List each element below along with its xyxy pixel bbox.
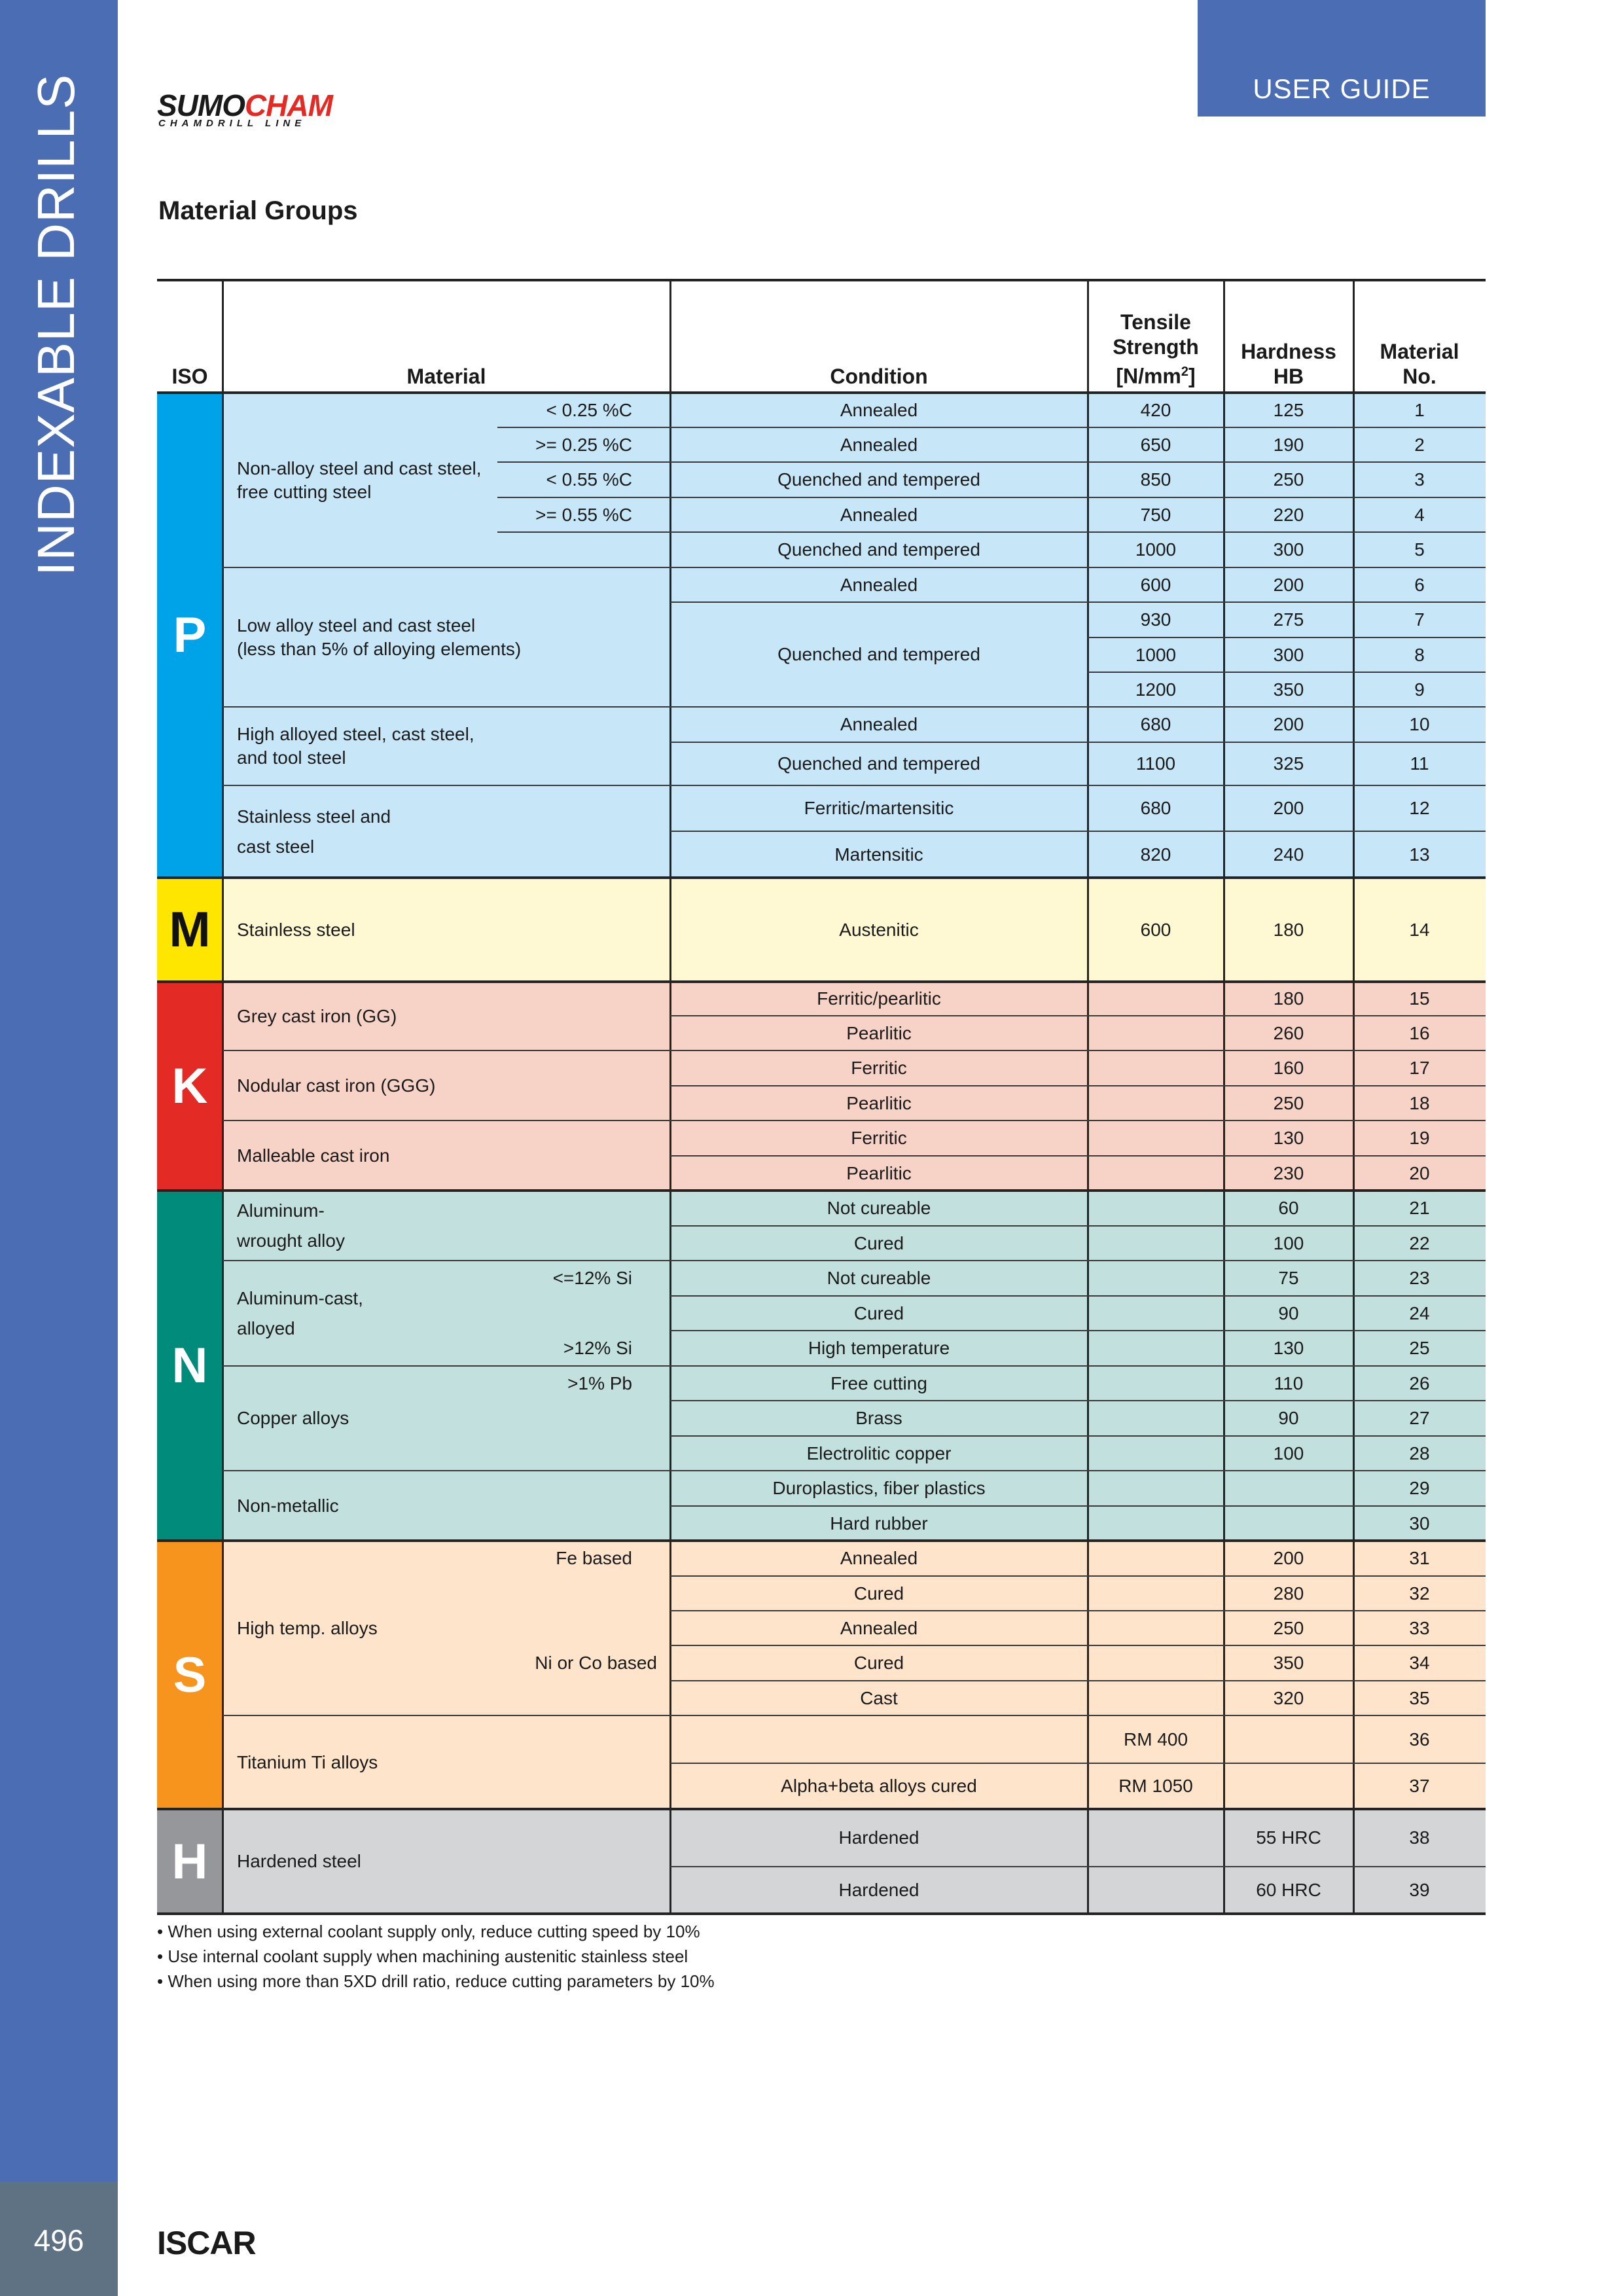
tensile-cell: 600 — [1140, 574, 1171, 595]
tensile-cell — [1088, 1296, 1224, 1331]
material-no-cell: 8 — [1414, 644, 1425, 665]
material-no-cell: 31 — [1409, 1548, 1430, 1568]
material-name-line2: (less than 5% of alloying elements) — [237, 638, 522, 659]
row-rule — [670, 1645, 1486, 1646]
header-material-no — [1353, 280, 1486, 393]
hardness-cell — [1224, 1715, 1353, 1763]
material-no-cell: 20 — [1409, 1162, 1430, 1183]
row-rule — [223, 706, 1486, 708]
tensile-cell: 1100 — [1135, 753, 1176, 774]
sub-material-label: >= 0.25 %C — [535, 434, 632, 455]
header-condition: Condition — [830, 365, 928, 388]
material-no-cell: 37 — [1409, 1776, 1430, 1796]
hardness-cell: 200 — [1273, 714, 1304, 734]
hardness-cell: 350 — [1273, 679, 1304, 700]
iso-group-p: P — [157, 393, 223, 878]
header-material-no-line: Material — [1380, 340, 1459, 363]
condition-cell: Quenched and tempered — [777, 539, 980, 560]
material-no-cell: 10 — [1409, 714, 1430, 734]
notes-list — [157, 1919, 715, 1994]
material-no-cell: 6 — [1414, 574, 1425, 595]
material-no-cell: 4 — [1414, 504, 1425, 525]
material-name: Copper alloys — [237, 1408, 349, 1428]
tensile-cell: 750 — [1140, 504, 1171, 525]
tensile-cell: 1000 — [1135, 644, 1177, 665]
hardness-cell: 350 — [1273, 1653, 1304, 1673]
group-rule — [157, 980, 1486, 983]
condition-cell: Brass — [855, 1408, 902, 1428]
hardness-cell: 200 — [1273, 574, 1304, 595]
material-no-cell: 14 — [1409, 919, 1430, 940]
iso-group-h: H — [157, 1809, 223, 1914]
material-no-cell: 21 — [1409, 1198, 1430, 1218]
hardness-cell: 190 — [1273, 434, 1304, 455]
condition-cell: Annealed — [840, 574, 918, 595]
material-no-cell: 35 — [1409, 1687, 1430, 1708]
row-rule — [670, 1575, 1486, 1577]
condition-cell: Not cureable — [827, 1268, 931, 1288]
condition-cell: Cured — [853, 1583, 904, 1604]
hardness-cell: 240 — [1273, 844, 1304, 865]
row-rule — [670, 1295, 1486, 1297]
condition-cell: Pearlitic — [846, 1022, 912, 1043]
hardness-cell — [1224, 1471, 1353, 1506]
material-no-cell: 2 — [1414, 434, 1425, 455]
material-name-line2: alloyed — [237, 1318, 295, 1338]
hardness-cell: 100 — [1273, 1443, 1304, 1463]
page-number: 496 — [33, 2223, 84, 2257]
iscar-logo: ISCAR — [157, 2225, 256, 2261]
hardness-cell: 90 — [1278, 1302, 1299, 1323]
iso-group-k: K — [157, 982, 223, 1191]
hardness-cell: 250 — [1273, 1092, 1304, 1113]
tensile-cell — [1088, 1261, 1224, 1296]
material-name: Nodular cast iron (GGG) — [237, 1075, 436, 1096]
condition-cell: Quenched and tempered — [777, 644, 980, 664]
hardness-cell: 250 — [1273, 1617, 1304, 1638]
header-material: Material — [406, 365, 486, 388]
material-no-cell: 30 — [1409, 1513, 1430, 1534]
tensile-cell — [1088, 1576, 1224, 1611]
tensile-cell — [1088, 1471, 1224, 1506]
material-name: Aluminum- — [237, 1200, 325, 1221]
sub-material-label: Ni or Co based — [535, 1653, 657, 1673]
material-no-cell: 19 — [1409, 1128, 1430, 1148]
tensile-cell: 820 — [1140, 844, 1171, 865]
hardness-cell: 230 — [1273, 1162, 1304, 1183]
condition-cell: Annealed — [840, 1617, 918, 1638]
iso-group-n: N — [157, 1191, 223, 1541]
hardness-cell: 200 — [1273, 1548, 1304, 1568]
row-rule — [670, 831, 1486, 832]
condition-cell — [670, 1715, 1088, 1763]
hardness-cell: 300 — [1273, 644, 1304, 665]
row-rule — [670, 1155, 1486, 1157]
tensile-cell — [1088, 1121, 1224, 1156]
row-rule — [670, 1225, 1486, 1227]
row-rule — [223, 785, 1486, 786]
tensile-cell: 1000 — [1135, 539, 1177, 560]
hardness-cell: 60 — [1278, 1198, 1299, 1218]
tensile-cell: 650 — [1140, 434, 1171, 455]
hardness-cell — [1224, 1763, 1353, 1809]
header-tensile-close: ] — [1188, 365, 1196, 388]
condition-cell: Ferritic/pearlitic — [817, 988, 941, 1009]
column-rule — [1087, 280, 1089, 1914]
material-name-line2: and tool steel — [237, 747, 346, 768]
material-no-cell: 16 — [1409, 1022, 1430, 1043]
material-cell — [223, 1715, 670, 1809]
condition-cell: Austenitic — [839, 919, 919, 940]
group-rule — [157, 1539, 1486, 1542]
row-rule — [670, 1610, 1486, 1611]
material-cell — [223, 1809, 670, 1914]
group-rule — [157, 1189, 1486, 1192]
row-rule — [1088, 672, 1486, 673]
material-cell — [223, 1471, 670, 1541]
hardness-cell: 160 — [1273, 1058, 1304, 1078]
hardness-cell: 90 — [1278, 1408, 1299, 1428]
row-rule — [670, 1680, 1486, 1681]
material-cell — [223, 1191, 670, 1261]
condition-cell: Ferritic — [851, 1058, 907, 1078]
row-rule — [497, 497, 1486, 498]
condition-cell: Ferritic — [851, 1128, 907, 1148]
condition-cell: Duroplastics, fiber plastics — [772, 1478, 986, 1498]
sub-material-label: >= 0.55 %C — [535, 504, 632, 525]
material-cell — [223, 567, 670, 707]
section-title: INDEXABLE DRILLS — [27, 73, 85, 576]
sumocham-logo — [157, 90, 332, 129]
row-rule — [670, 1435, 1486, 1437]
material-name: Stainless steel and — [237, 806, 391, 827]
material-name: Grey cast iron (GG) — [237, 1005, 397, 1026]
material-groups-table — [157, 280, 1486, 1914]
group-rule — [157, 1808, 1486, 1810]
tensile-cell: RM 1050 — [1118, 1776, 1193, 1796]
row-rule — [670, 1330, 1486, 1331]
header-hardness-line: HB — [1273, 365, 1304, 388]
hardness-cell — [1224, 1506, 1353, 1541]
condition-cell: Cured — [853, 1302, 904, 1323]
tensile-cell — [1088, 1191, 1224, 1226]
column-rule — [222, 280, 224, 1914]
material-no-cell: 11 — [1410, 753, 1429, 774]
tensile-cell — [1088, 982, 1224, 1016]
header-rule — [157, 391, 1486, 394]
tensile-cell: 600 — [1140, 919, 1171, 940]
hardness-cell: 250 — [1273, 469, 1304, 490]
user-guide-label: USER GUIDE — [1253, 73, 1431, 104]
hardness-cell: 280 — [1273, 1583, 1304, 1604]
condition-cell: Cured — [853, 1653, 904, 1673]
tensile-cell — [1088, 1436, 1224, 1471]
header-tensile-line: Tensile — [1120, 310, 1191, 334]
material-cell — [223, 393, 497, 567]
condition-cell: Hardened — [838, 1880, 919, 1900]
condition-cell: Pearlitic — [846, 1162, 912, 1183]
hardness-cell: 180 — [1273, 988, 1304, 1009]
condition-cell: Not cureable — [827, 1198, 931, 1218]
material-name: Stainless steel — [237, 919, 355, 940]
hardness-cell: 180 — [1273, 919, 1304, 940]
tensile-cell — [1088, 1867, 1224, 1914]
tensile-cell — [1088, 1809, 1224, 1867]
tensile-cell — [1088, 1226, 1224, 1261]
group-rule — [157, 1912, 1486, 1915]
page-heading: Material Groups — [158, 196, 358, 225]
hardness-cell: 220 — [1273, 504, 1304, 525]
sub-material-label: >1% Pb — [567, 1372, 632, 1393]
sub-material-label: <=12% Si — [552, 1268, 632, 1288]
sub-material-label: < 0.25 %C — [546, 399, 632, 420]
tensile-cell — [1088, 1401, 1224, 1436]
column-rule — [669, 280, 671, 1914]
logo-text-sumo: SUMO — [157, 88, 245, 122]
note-item: • When using more than 5XD drill ratio, reduce cutting parameters by 10% — [157, 1971, 715, 1991]
material-name: Hardened steel — [237, 1851, 361, 1871]
material-name: High alloyed steel, cast steel, — [237, 724, 474, 744]
tensile-cell — [1088, 1086, 1224, 1121]
hardness-cell: 325 — [1273, 753, 1304, 774]
hardness-cell: 320 — [1273, 1687, 1304, 1708]
row-rule — [497, 461, 1486, 463]
material-no-cell: 25 — [1409, 1338, 1430, 1358]
material-name: Aluminum-cast, — [237, 1287, 363, 1308]
note-item: • When using external coolant supply only, reduce cutting speed by 10% — [157, 1922, 700, 1941]
material-no-cell: 32 — [1409, 1583, 1430, 1604]
hardness-cell: 260 — [1273, 1022, 1304, 1043]
row-rule — [223, 1260, 1486, 1261]
material-cell — [223, 878, 670, 982]
material-name-line2: free cutting steel — [237, 481, 372, 502]
tensile-cell — [1088, 1506, 1224, 1541]
material-no-cell: 3 — [1414, 469, 1425, 490]
material-no-cell: 1 — [1414, 399, 1425, 420]
row-rule — [670, 1015, 1486, 1016]
tensile-cell — [1088, 1156, 1224, 1191]
material-no-cell: 9 — [1414, 679, 1425, 700]
condition-cell: Pearlitic — [846, 1092, 912, 1113]
row-rule — [223, 1365, 1486, 1367]
condition-cell: Cast — [860, 1687, 898, 1708]
hardness-cell: 110 — [1274, 1372, 1304, 1393]
material-no-cell: 7 — [1414, 609, 1425, 630]
material-no-cell: 24 — [1409, 1302, 1430, 1323]
hardness-cell: 125 — [1273, 399, 1304, 420]
material-name: High temp. alloys — [237, 1617, 378, 1638]
header-tensile-line: Strength — [1113, 335, 1199, 359]
material-no-cell: 39 — [1409, 1880, 1430, 1900]
material-name-line2: cast steel — [237, 836, 315, 857]
note-item: • Use internal coolant supply when machining austenitic stainless steel — [157, 1946, 688, 1966]
iso-group-s: S — [157, 1541, 223, 1809]
logo-text-cham: CHAM — [245, 88, 332, 122]
tensile-cell — [1088, 1366, 1224, 1401]
material-no-cell: 15 — [1409, 988, 1430, 1009]
material-no-cell: 18 — [1409, 1092, 1430, 1113]
column-rule — [1223, 280, 1225, 1914]
row-rule — [223, 567, 1486, 568]
sub-material-label: Fe based — [556, 1548, 632, 1568]
material-no-cell: 28 — [1409, 1443, 1430, 1463]
header-tensile-sup: 2 — [1181, 365, 1188, 380]
row-rule — [223, 1050, 1486, 1051]
hardness-cell: 55 HRC — [1256, 1827, 1321, 1848]
condition-cell: Hard rubber — [830, 1513, 928, 1534]
tensile-cell: 680 — [1140, 714, 1171, 734]
header-iso: ISO — [171, 365, 208, 388]
row-rule — [223, 1715, 1486, 1716]
condition-cell: Electrolitic copper — [806, 1443, 952, 1463]
material-no-cell: 22 — [1409, 1232, 1430, 1253]
row-rule — [223, 1120, 1486, 1121]
row-rule — [1088, 637, 1486, 638]
condition-cell: Quenched and tempered — [777, 469, 980, 490]
sub-material-label: >12% Si — [563, 1338, 632, 1358]
material-no-cell: 29 — [1409, 1478, 1430, 1498]
group-rule — [157, 876, 1486, 879]
condition-cell: Annealed — [840, 434, 918, 455]
tensile-cell — [1088, 1541, 1224, 1576]
tensile-cell — [1088, 1016, 1224, 1050]
hardness-cell: 75 — [1278, 1268, 1299, 1288]
material-no-cell: 23 — [1409, 1268, 1430, 1288]
row-rule — [670, 742, 1486, 743]
material-name: Low alloy steel and cast steel — [237, 615, 476, 636]
row-rule — [497, 427, 1486, 428]
material-no-cell: 34 — [1409, 1653, 1430, 1673]
material-no-cell: 5 — [1414, 539, 1425, 560]
row-rule — [670, 1866, 1486, 1867]
tensile-cell: 420 — [1140, 399, 1171, 420]
hardness-cell: 60 HRC — [1256, 1880, 1321, 1900]
condition-cell: Quenched and tempered — [777, 753, 980, 774]
condition-cell: Free cutting — [830, 1372, 927, 1393]
condition-cell: Annealed — [840, 504, 918, 525]
material-name: Non-metallic — [237, 1495, 339, 1516]
condition-cell: Cured — [853, 1232, 904, 1253]
hardness-cell: 130 — [1273, 1128, 1304, 1148]
material-no-cell: 36 — [1409, 1729, 1430, 1749]
row-rule — [223, 1470, 1486, 1471]
iso-group-m: M — [157, 878, 223, 982]
header-tensile-strength — [1088, 280, 1224, 393]
condition-cell: Alpha+beta alloys cured — [781, 1776, 977, 1796]
tensile-cell: 1200 — [1135, 679, 1177, 700]
material-cell — [223, 707, 670, 785]
tensile-cell — [1088, 1645, 1224, 1681]
material-cell — [223, 982, 670, 1050]
condition-cell: Martensitic — [834, 844, 923, 865]
logo-subtitle: CHAMDRILL LINE — [158, 118, 306, 129]
row-rule — [670, 1085, 1486, 1086]
row-rule — [670, 601, 1486, 603]
tensile-cell: 680 — [1140, 798, 1171, 818]
condition-cell: Annealed — [840, 399, 918, 420]
material-name: Titanium Ti alloys — [237, 1751, 378, 1772]
material-cell — [223, 1050, 670, 1121]
hardness-cell: 200 — [1273, 798, 1304, 818]
tensile-cell — [1088, 1331, 1224, 1366]
hardness-cell: 300 — [1273, 539, 1304, 560]
material-name-line2: wrought alloy — [237, 1230, 345, 1251]
header-material-no-line: No. — [1402, 365, 1436, 388]
condition-cell: Annealed — [840, 1548, 918, 1568]
sub-material-label: < 0.55 %C — [546, 469, 632, 490]
tensile-cell: RM 400 — [1123, 1729, 1188, 1749]
material-name: Malleable cast iron — [237, 1145, 390, 1166]
row-rule — [670, 1400, 1486, 1401]
row-rule — [497, 531, 1486, 533]
material-no-cell: 38 — [1409, 1827, 1430, 1848]
header-hardness-line: Hardness — [1241, 340, 1336, 363]
hardness-cell: 130 — [1273, 1338, 1304, 1358]
condition-cell: Hardened — [838, 1827, 919, 1848]
tensile-cell — [1088, 1681, 1224, 1715]
material-no-cell: 17 — [1409, 1058, 1430, 1078]
material-no-cell: 33 — [1409, 1617, 1430, 1638]
column-rule — [1353, 280, 1355, 1914]
material-no-cell: 13 — [1409, 844, 1430, 865]
material-cell — [223, 1121, 670, 1191]
condition-cell: Annealed — [840, 714, 918, 734]
material-no-cell: 26 — [1409, 1372, 1430, 1393]
tensile-cell: 850 — [1140, 469, 1171, 490]
condition-cell: Ferritic/martensitic — [804, 798, 954, 818]
hardness-cell: 275 — [1273, 609, 1304, 630]
row-rule — [670, 1505, 1486, 1507]
tensile-cell: 930 — [1140, 609, 1171, 630]
material-name: Non-alloy steel and cast steel, — [237, 457, 482, 478]
header-hardness — [1224, 280, 1353, 393]
table-top-rule — [157, 279, 1486, 281]
row-rule — [670, 1763, 1486, 1764]
condition-cell: High temperature — [808, 1338, 950, 1358]
header-tensile-unit: [N/mm — [1116, 365, 1181, 388]
tensile-cell — [1088, 1611, 1224, 1645]
tensile-cell — [1088, 1050, 1224, 1086]
hardness-cell: 100 — [1273, 1232, 1304, 1253]
material-no-cell: 12 — [1409, 798, 1430, 818]
material-cell — [223, 785, 670, 878]
material-no-cell: 27 — [1409, 1408, 1430, 1428]
